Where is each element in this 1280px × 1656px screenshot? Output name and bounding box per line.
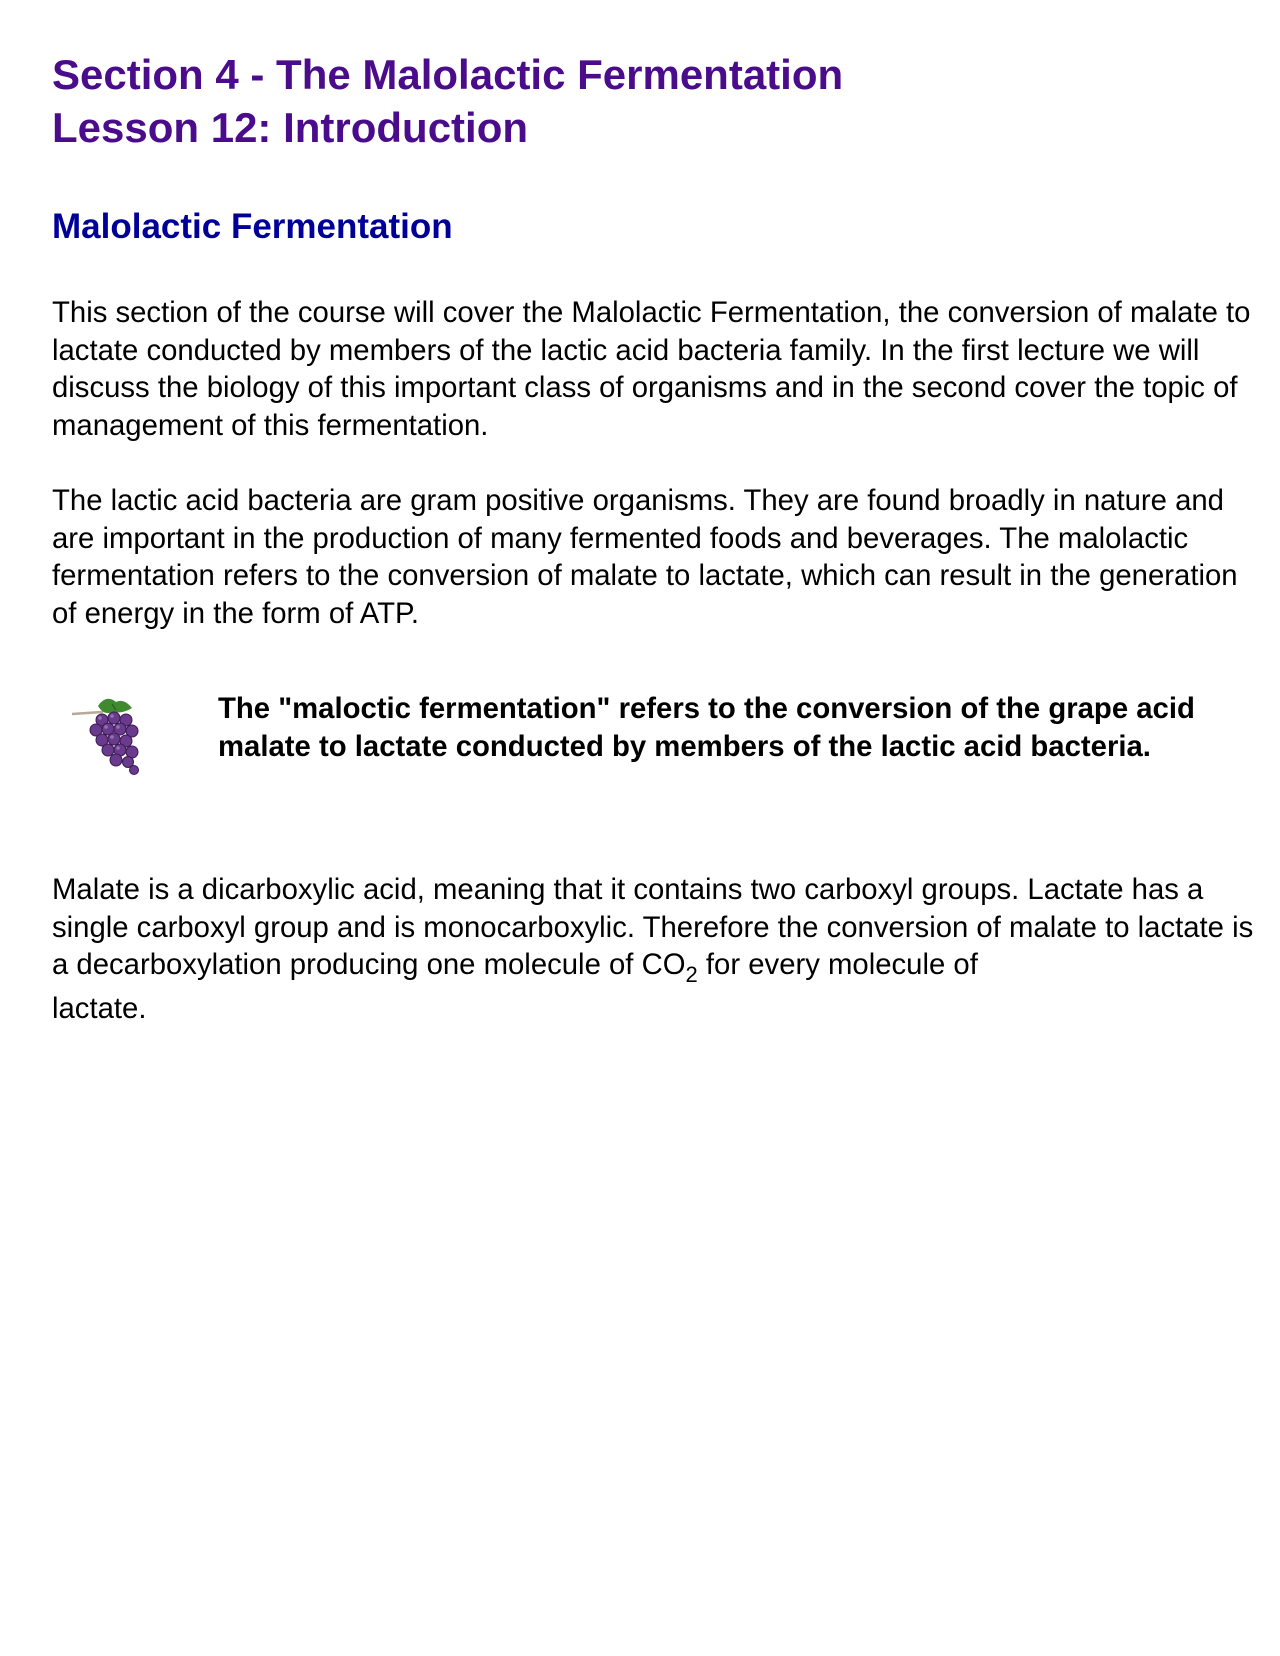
malate-text-end: lactate. xyxy=(52,991,147,1025)
lesson-title: Lesson 12: Introduction xyxy=(52,104,529,151)
section-title: Section 4 - The Malolactic Fermentation xyxy=(52,51,844,98)
callout-text: The "maloctic fermentation" refers to the conversion of the grape acid malate to lactate conducted by members of the lactic acid bacteria. xyxy=(218,692,1195,763)
section-heading: Malolactic Fermentation xyxy=(52,207,453,246)
malate-text-continued: for every molecule of xyxy=(697,948,978,982)
grape-icon xyxy=(72,696,162,776)
malate-paragraph xyxy=(52,871,1262,1027)
document-page xyxy=(52,48,1254,1025)
intro-paragraph: This section of the course will cover the Malolactic Fermentation, the conversion of malate to lactate conducted by members of the lactic acid bacteria family. In the first lecture we will discuss the biology of this important class of organisms and in the second cover the topic of management of this fermentation. xyxy=(52,296,1251,442)
callout-box xyxy=(52,690,1252,820)
malate-text: Malate is a dicarboxylic acid, meaning that it contains two carboxyl groups. Lactate has a single carboxyl group and is monocarboxylic. Therefore the conversion of malate to lactate is a decarboxylation producing one molecule of CO xyxy=(52,873,1254,982)
co2-subscript: 2 xyxy=(685,962,698,988)
bacteria-paragraph: The lactic acid bacteria are gram positive organisms. They are found broadly in nature and are important in the production of many fermented foods and beverages. The malolactic fermentation refers to the conversion of malate to lactate, which can result in the generation of energy in the form of ATP. xyxy=(52,484,1238,630)
